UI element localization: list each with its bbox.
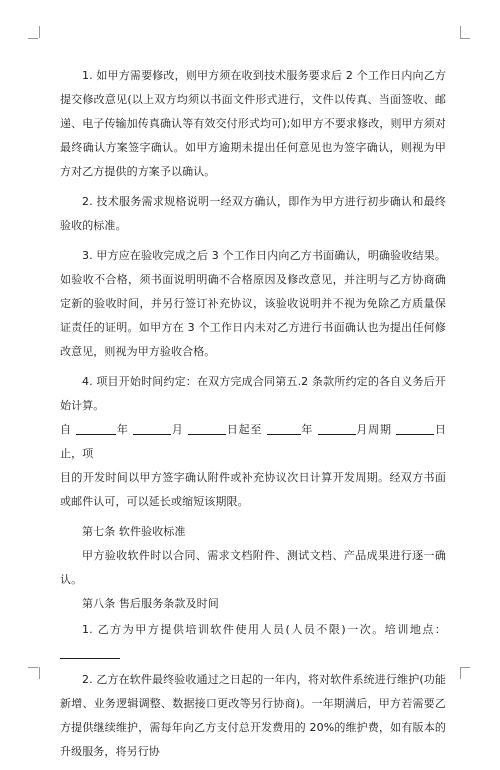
clause-4-continuation: 目的开发时间以甲方签字确认附件或补充协议次日计算开发周期。经双方书面或邮件认可，可以延长或缩短该期限。 xyxy=(60,471,446,508)
article-8-item-2: 2. 乙方在软件最终验收通过之日起的一年内，将对软件系统进行维护(功能新增、业务逻辑调整、数据接口更改等另行协商)。一年期满后，甲方若需要乙方提供继续维护，需每年向乙方支付总开发费用的 20%的维护费，如有版本的升级服务，将另行协 xyxy=(60,673,446,758)
document-body xyxy=(60,64,446,770)
start-year-blank[interactable] xyxy=(76,420,116,435)
article-8-item-1 xyxy=(60,618,446,666)
end-month-blank[interactable] xyxy=(318,420,356,435)
date-fill-line xyxy=(60,418,446,466)
year-label-2: 年 xyxy=(300,423,314,436)
month-label-1: 月 xyxy=(171,423,184,436)
article-7-title: 第七条 软件验收标准 xyxy=(82,525,186,538)
clause-4-paragraph: 4. 项目开始时间约定：在双方完成合同第五.2 条款所约定的各自义务后开始计算。 xyxy=(60,375,446,412)
year-label-1: 年 xyxy=(116,423,129,436)
day-from-label: 日起至 xyxy=(226,423,263,436)
training-text: 1. 乙方为甲方提供培训软件使用人员(人员不限)一次。培训地点： xyxy=(82,623,446,636)
end-day-blank[interactable] xyxy=(396,420,434,435)
start-day-blank[interactable] xyxy=(188,420,226,435)
article-7-body: 甲方验收软件时以合同、需求文档附件、测试文档、产品成果进行逐一确认。 xyxy=(60,549,446,586)
clause-1-paragraph: 1. 如甲方需要修改，则甲方须在收到技术服务要求后 2 个工作日内向乙方提交修改意见(以上双方均须以书面文件形式进行，文件以传真、当面签收、邮递、电子传输加传真确认等有效交付形式均可);如甲方不要求修改，则甲方须对最终确认方案签字确认。如甲方逾期未提出任何意见也为签字确认，则视为甲方对乙方提供的方案予以确认。 xyxy=(60,69,446,178)
end-year-blank[interactable] xyxy=(267,420,301,435)
article-8-title: 第八条 售后服务条款及时间 xyxy=(82,597,219,610)
date-lead-text: 自 xyxy=(60,423,72,436)
clause-2-paragraph: 2. 技术服务需求规格说明一经双方确认，即作为甲方进行初步确认和最终验收的标准。 xyxy=(60,195,446,232)
start-month-blank[interactable] xyxy=(133,420,171,435)
training-location-blank[interactable] xyxy=(60,644,120,659)
clause-3-paragraph: 3. 甲方应在验收完成之后 3 个工作日内向乙方书面确认，明确验收结果。如验收不合格，须书面说明明确不合格原因及修改意见，并注明与乙方协商确定新的验收时间，并另行签订补充协议，该验收说明并不视为免除乙方质量保证责任的证明。如甲方在 3 个工作日内未对乙方进行书面确认也为提出任何修改意见，则视为甲方验收合格。 xyxy=(60,249,446,358)
week-label: 月周期 xyxy=(355,423,392,436)
day-to-label: 日止，项 xyxy=(60,423,446,460)
